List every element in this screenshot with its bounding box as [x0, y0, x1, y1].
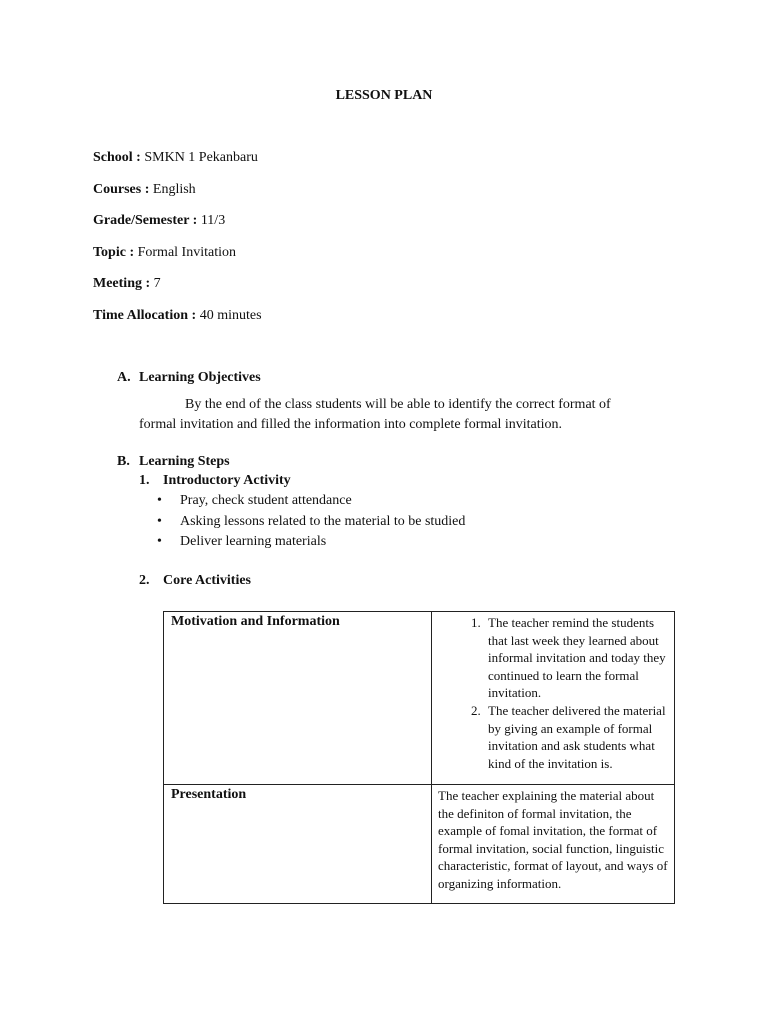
core-activities-table: [163, 611, 675, 904]
meta-topic: [93, 244, 262, 276]
table-cell-content: [432, 612, 675, 785]
objective-line-1-text: By the end of the class students will be able to identify the correct format of: [185, 397, 611, 412]
meta-label: Grade/Semester :: [93, 213, 198, 228]
section-b-letter: B.: [117, 454, 130, 469]
bullet-icon: •: [157, 493, 162, 508]
subsection-2-title: Core Activities: [163, 573, 251, 588]
bullet-item: Deliver learning materials: [180, 534, 327, 549]
meta-label: School :: [93, 150, 141, 165]
objective-line-1: [139, 395, 679, 415]
meta-school: [93, 149, 262, 181]
subsection-2-number: 2.: [139, 573, 150, 588]
meta-value: English: [152, 181, 196, 197]
learning-objectives-text: [139, 395, 679, 435]
meta-label: Time Allocation :: [93, 307, 197, 323]
meta-time-allocation: [93, 307, 262, 339]
list-item: 2. The teacher delivered the material by giving an example of formal invitation and ask students what kind of the invitation is.: [484, 702, 668, 772]
meta-meeting: [93, 275, 262, 307]
table-cell-label: Motivation and Information: [164, 612, 432, 785]
meta-label: Meeting :: [93, 276, 151, 291]
meta-label: Courses :: [93, 181, 150, 197]
meta-grade-semester: [93, 212, 262, 244]
list-item: 1. The teacher remind the students that last week they learned about informal invitation and today they continued to learn the formal invitation.: [484, 614, 668, 702]
meta-value: SMKN 1 Pekanbaru: [144, 150, 258, 165]
table-cell-label: Presentation: [164, 785, 432, 904]
bullet-icon: •: [157, 514, 162, 529]
meta-value: Formal Invitation: [137, 244, 236, 260]
table-row: [164, 785, 675, 904]
meta-value: 7: [153, 276, 161, 291]
motivation-steps-list: [438, 614, 668, 772]
meta-value: 40 minutes: [199, 307, 262, 323]
subsection-1-title: Introductory Activity: [163, 473, 291, 488]
meta-value: 11/3: [200, 213, 226, 228]
table-row: [164, 612, 675, 785]
table-cell-content: The teacher explaining the material about the definiton of formal invitation, the example of fomal invitation, the format of formal invitation, social function, linguistic characteristic, format of layout, and ways of organizing information.: [432, 785, 675, 904]
bullet-item: Pray, check student attendance: [180, 493, 352, 508]
section-a-letter: A.: [117, 370, 131, 385]
lesson-meta: [93, 149, 262, 338]
section-a-title: Learning Objectives: [139, 370, 261, 385]
bullet-item: Asking lessons related to the material to be studied: [180, 514, 466, 529]
bullet-icon: •: [157, 534, 162, 549]
subsection-1-number: 1.: [139, 473, 150, 488]
meta-label: Topic :: [93, 244, 135, 260]
section-b-title: Learning Steps: [139, 454, 230, 469]
page-title: LESSON PLAN: [335, 88, 433, 103]
objective-line-2: formal invitation and filled the information into complete formal invitation.: [139, 417, 563, 432]
meta-courses: [93, 181, 262, 213]
